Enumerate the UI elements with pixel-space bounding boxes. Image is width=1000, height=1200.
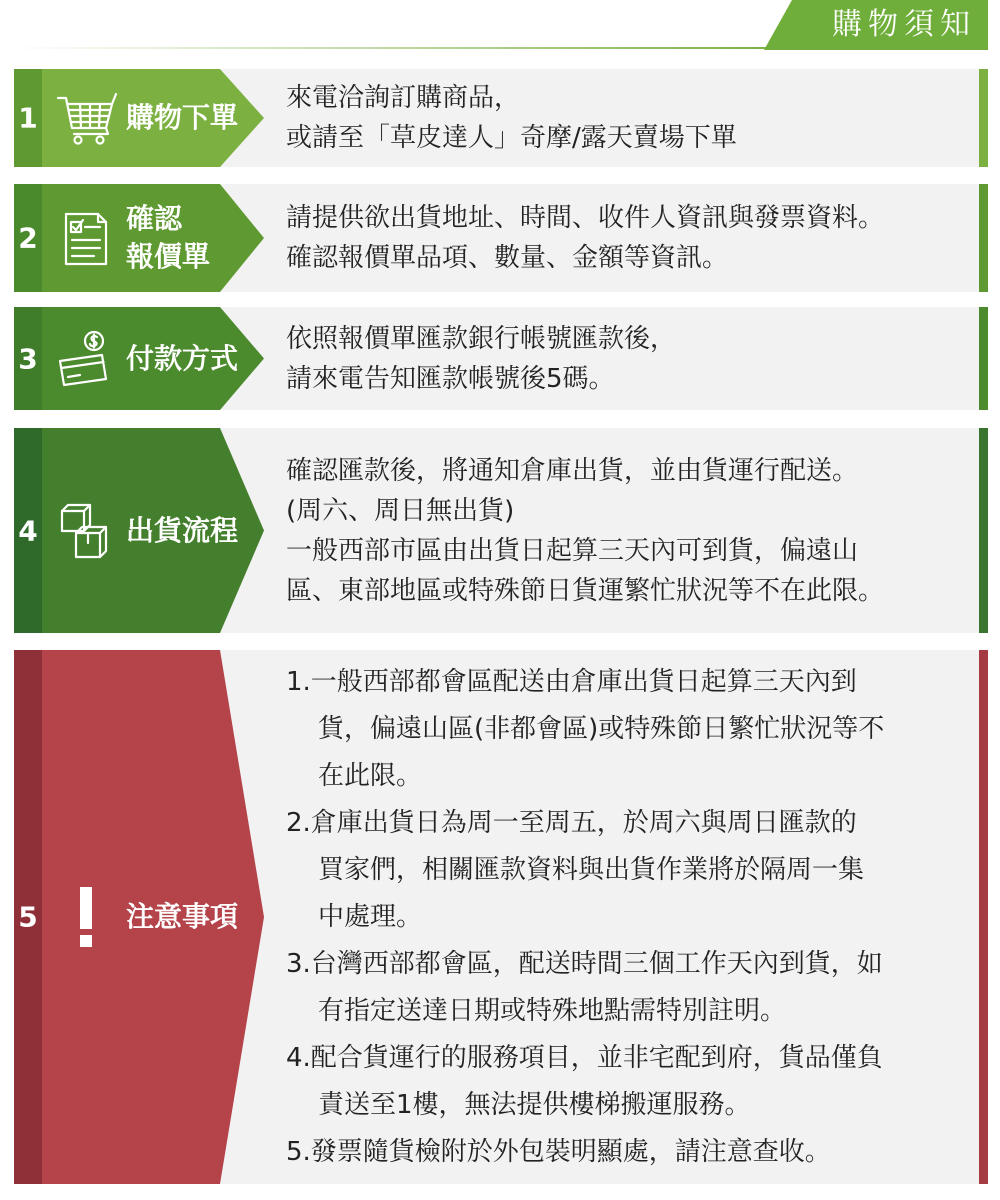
step-label [126,200,210,276]
boxes-icon [54,499,118,563]
content-line: 請提供欲出貨地址、時間、收件人資訊與發票資料。 [286,203,885,233]
step-right-bar [979,69,988,167]
card-payment-icon [54,327,118,391]
step-notes [14,650,988,1184]
step-label: 出貨流程 [126,513,239,547]
step-content [286,307,968,410]
content-line: 請來電告知匯款帳號後5碼。 [286,363,615,394]
shopping-cart-icon [54,86,118,150]
step-header [14,69,264,167]
content-line: 確認報價單品項、數量、金額等資訊。 [286,243,729,273]
step-number: 4 [18,514,38,547]
step-right-bar [979,650,988,1184]
header [0,0,1000,52]
content-line: (周六、周日無出貨) [286,495,515,526]
step-number: 5 [18,900,38,934]
content-line: 有指定送達日期或特殊地點需特別註明。 [318,995,787,1026]
step-payment-method [14,307,988,410]
checklist-document-icon [54,206,118,270]
exclamation-icon [54,885,118,949]
step-right-bar [979,184,988,292]
step-header [14,307,264,410]
page-title: 購物須知 [832,7,976,42]
step-content [286,69,968,167]
content-line: 依照報價單匯款銀行帳號匯款後， [286,323,677,354]
step-content [286,184,968,292]
content-line: 區、東部地區或特殊節日貨運繁忙狀況等不在此限。 [286,575,885,606]
step-header [14,650,264,1184]
step-shipping-process [14,428,988,633]
content-line: 5.發票隨貨檢附於外包裝明顯處，請注意查收。 [286,1136,831,1167]
step-number: 1 [18,101,38,135]
step-right-bar [979,428,988,633]
step-number: 3 [18,342,38,375]
step-header [14,428,264,633]
content-line: 中處理。 [318,901,423,932]
content-line: 買家們，相關匯款資料與出貨作業將於隔周一集 [318,854,865,885]
step-header [14,184,264,292]
header-divider-line [14,47,774,49]
step-purchase-order [14,69,988,167]
content-line: 4.配合貨運行的服務項目，並非宅配到府，貨品僅負 [286,1042,883,1073]
content-line: 一般西部市區由出貨日起算三天內可到貨，偏遠山 [286,535,859,566]
content-line: 確認匯款後，將通知倉庫出貨，並由貨運行配送。 [286,455,859,486]
content-line: 3.台灣西部都會區，配送時間三個工作天內到貨，如 [286,948,883,979]
step-label: 購物下單 [126,101,239,134]
step-right-bar [979,307,988,410]
content-line: 1.一般西部都會區配送由倉庫出貨日起算三天內到 [286,666,857,697]
content-line: 或請至「草皮達人」奇摩/露天賣場下單 [286,123,737,153]
step-number: 2 [18,221,38,255]
step-content [286,650,968,1184]
step-content [286,428,968,633]
step-label: 付款方式 [126,341,239,375]
step-label-line: 確認 [126,202,183,235]
content-line: 貨，偏遠山區(非都會區)或特殊節日繁忙狀況等不 [318,713,885,744]
step-confirm-quote [14,184,988,292]
content-line: 在此限。 [318,760,423,791]
content-line: 來電洽詢訂購商品， [286,83,521,113]
step-label-line: 報價單 [126,240,211,273]
content-line: 2.倉庫出貨日為周一至周五，於周六與周日匯款的 [286,807,857,838]
content-line: 責送至1樓，無法提供樓梯搬運服務。 [318,1089,751,1120]
step-label: 注意事項 [126,900,239,933]
